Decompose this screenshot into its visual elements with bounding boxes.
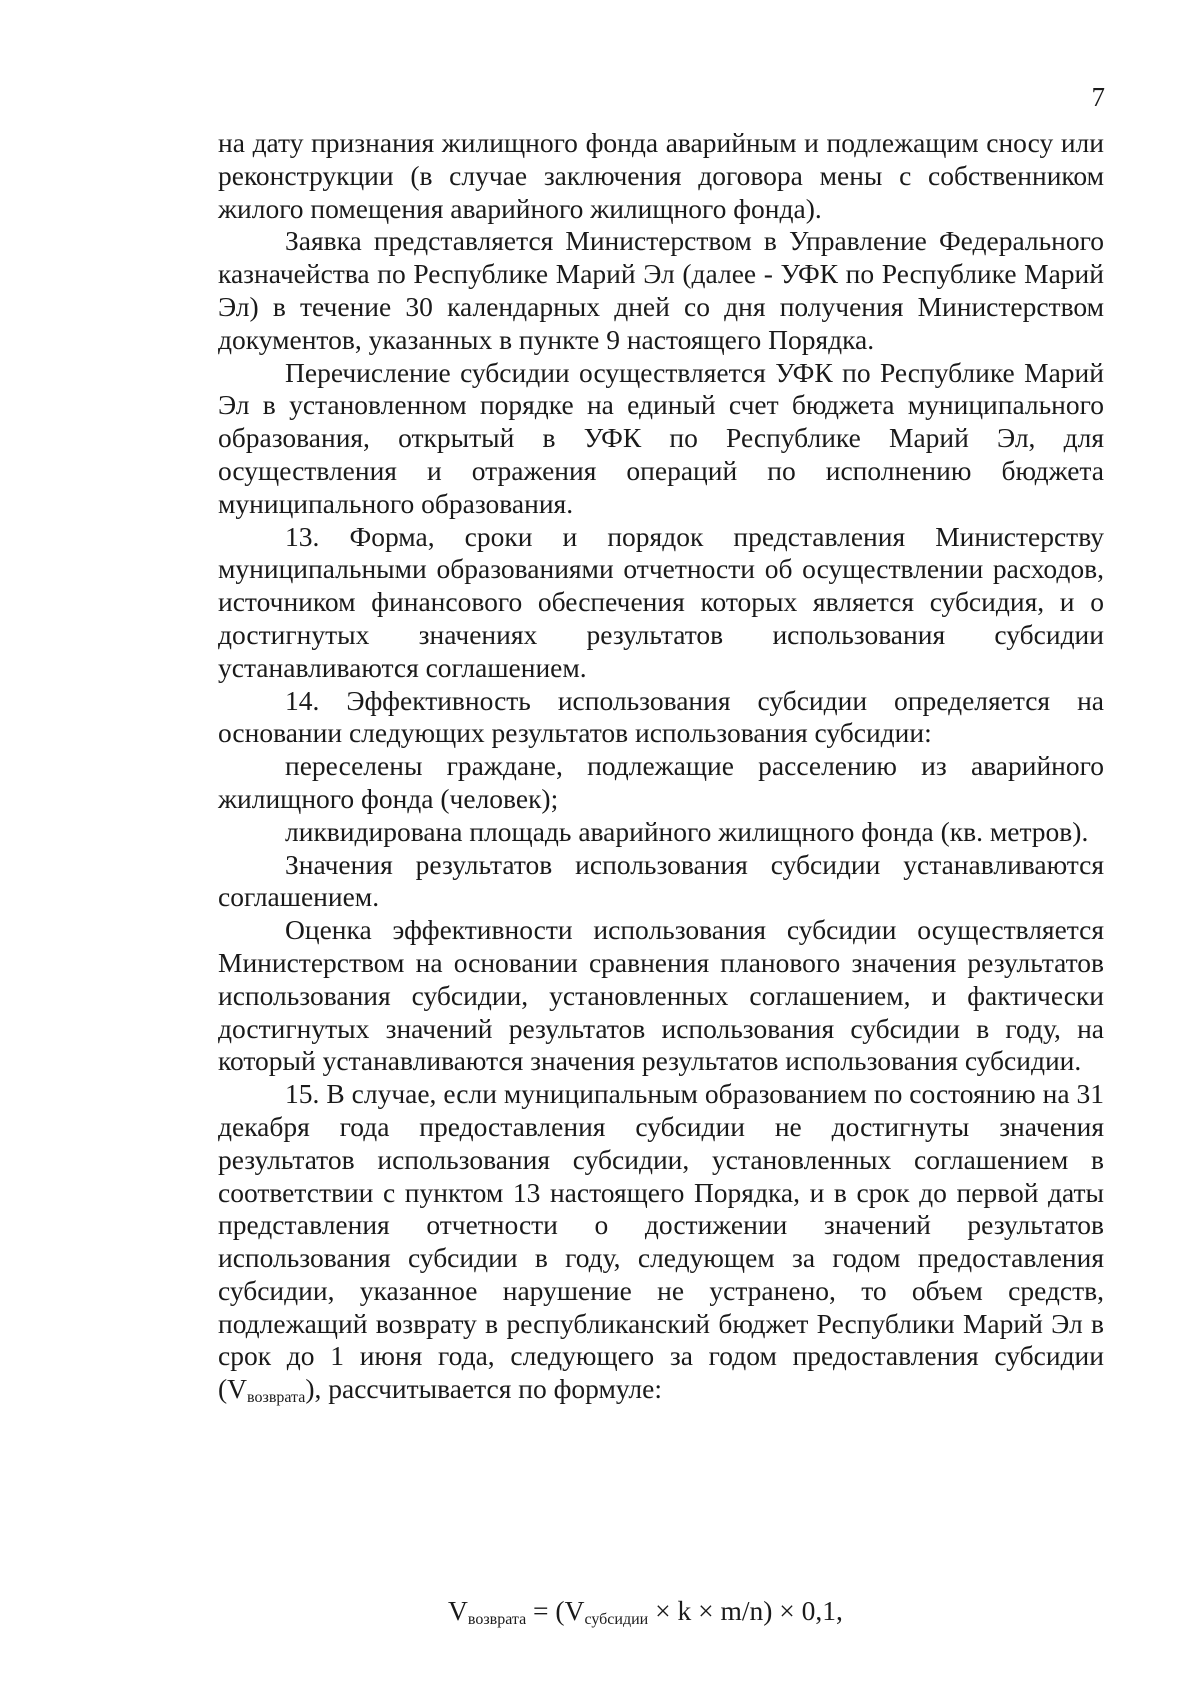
paragraph: 14. Эффективность использования субсидии определяется на основании следующих результатов использования субсидии: [218, 684, 1104, 749]
formula-equals: = ( [526, 1595, 565, 1626]
paragraph-text: 15. В случае, если муниципальным образованием по состоянию на 31 декабря года предоставления субсидии не достигнуты значения результатов использования субсидии, установленных соглашением в соответствии с пунктом 13 настоящего Порядка, и в срок до первой даты представления отчетности о достижении значений результатов использования субсидии в году, следующем за годом предоставления субсидии, указанное нарушение не устранено, то объем средств, подлежащий возврату в республиканский бюджет Республики Марий Эл в срок до 1 июня года, следующего за годом предоставления субсидии ( [218, 1078, 1104, 1405]
paragraph: 13. Форма, сроки и порядок представления Министерству муниципальными образованиями отчетности об осуществлении расходов, источником финансового обеспечения которых является субсидия, и о достигнутых значениях результатов использования субсидии устанавливаются соглашением. [218, 520, 1104, 683]
variable-subscript: возврата [247, 1389, 306, 1407]
formula-lhs-subscript: возврата [467, 1611, 527, 1628]
variable: V [227, 1373, 248, 1405]
paragraph: переселены граждане, подлежащие расселению из аварийного жилищного фонда (человек); [218, 750, 1104, 814]
page-number: 7 [1091, 82, 1105, 112]
formula [448, 1595, 843, 1627]
formula-rhs-var: V [564, 1595, 585, 1626]
paragraph: Оценка эффективности использования субсидии осуществляется Министерством на основании сравнения планового значения результатов использования субсидии, установленных соглашением, и фактически достигнутых значений результатов использования субсидии в году, на который устанавливаются значения результатов использования субсидии. [218, 914, 1104, 1077]
formula-rhs-subscript: субсидии [584, 1611, 649, 1628]
paragraph-item-15 [218, 1078, 1104, 1406]
paragraph: Значения результатов использования субсидии устанавливаются соглашением. [218, 848, 1104, 913]
document-body [218, 127, 1104, 1406]
paragraph: Заявка представляется Министерством в Управление Федерального казначейства по Республике Марий Эл (далее - УФК по Республике Марий Эл) в течение 30 календарных дней со дня получения Министерством документов, указанных в пункте 9 настоящего Порядка. [218, 225, 1104, 355]
formula-tail: × k × m/n) × 0,1, [648, 1595, 843, 1626]
formula-lhs-var: V [448, 1595, 468, 1626]
paragraph: на дату признания жилищного фонда аварийным и подлежащим сносу или реконструкции (в случае заключения договора мены с собственником жилого помещения аварийного жилищного фонда). [218, 127, 1104, 224]
paragraph: Перечисление субсидии осуществляется УФК по Республике Марий Эл в установленном порядке на единый счет бюджета муниципального образования, открытый в УФК по Республике Марий Эл, для осуществления и отражения операций по исполнению бюджета муниципального образования. [218, 356, 1104, 519]
paragraph-text: ), рассчитывается по формуле: [305, 1373, 662, 1405]
paragraph: ликвидирована площадь аварийного жилищного фонда (кв. метров). [285, 815, 1089, 847]
